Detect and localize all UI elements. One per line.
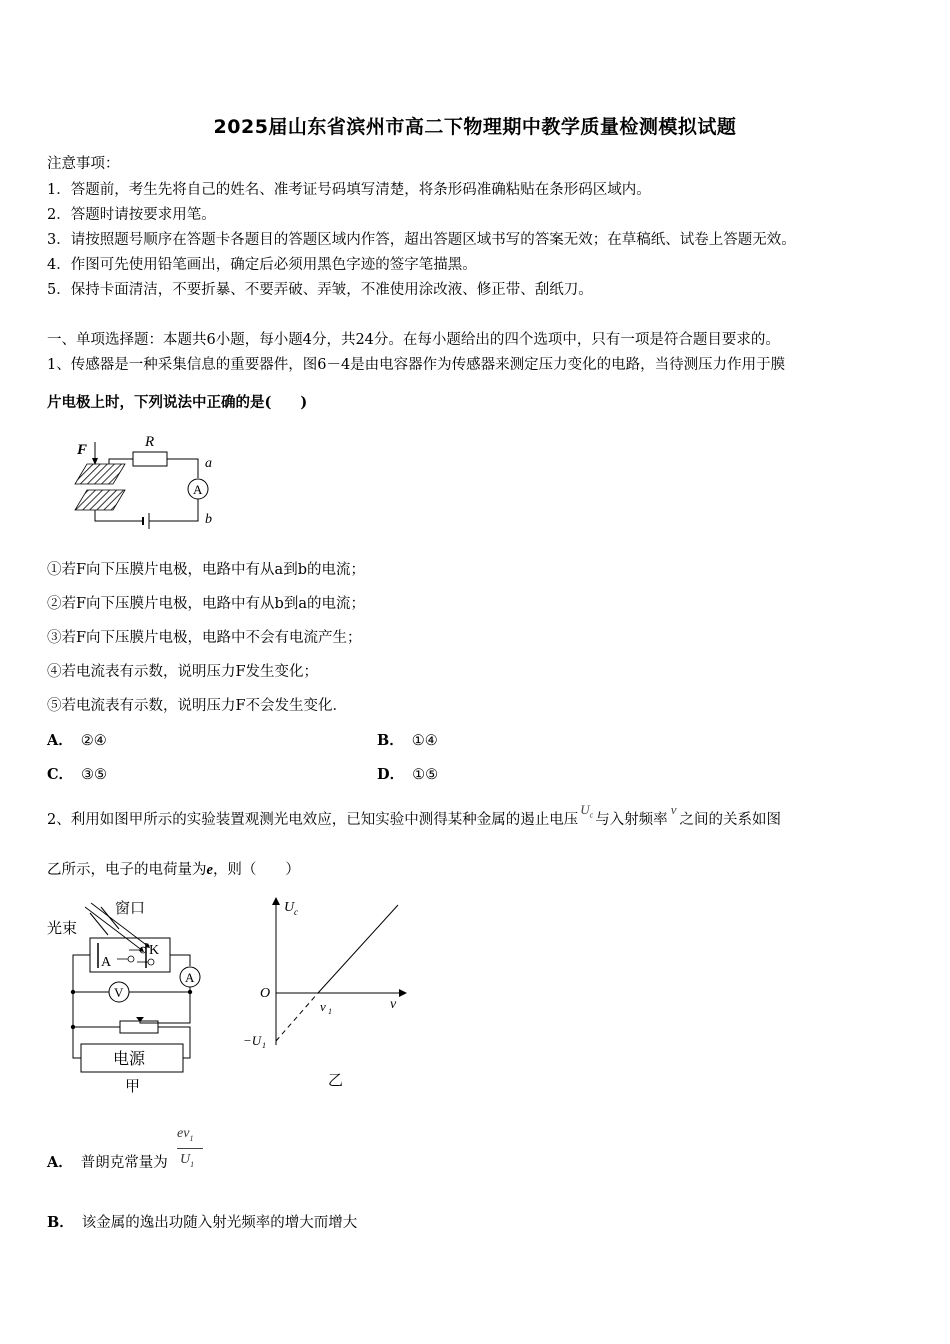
ammeter-label: A xyxy=(185,970,195,985)
anode-label: A xyxy=(101,955,112,970)
intercept-y-label: −U xyxy=(243,1033,262,1048)
notice-item: 4．作图可先使用铅笔画出，确定后必须用黑色字迹的签字笔描黑。 xyxy=(47,257,477,273)
ammeter-label: A xyxy=(193,482,203,497)
nu-symbol: ν xyxy=(670,802,677,817)
power-source-label: 电源 xyxy=(113,1051,146,1068)
notice-item: 1．答题前，考生先将自己的姓名、准考证号码填写清楚，将条形码准确粘贴在条形码区域内。 xyxy=(47,182,651,198)
q2-option-a: A． 普朗克常量为 xyxy=(47,1154,168,1171)
x-axis-label: ν xyxy=(390,997,397,1012)
figure-jia-caption: 甲 xyxy=(125,1079,141,1093)
q2-graph-figure xyxy=(238,893,408,1093)
page-title: 2025届山东省滨州市高二下物理期中教学质量检测模拟试题 xyxy=(213,116,737,138)
q1-statement: ⑤若电流表有示数，说明压力F不会发生变化． xyxy=(47,698,348,714)
q2-stem-line1: 2、利用如图甲所示的实验装置观测光电效应，已知实验中测得某种金属的遏止电压$U_c$ 与入射频率ν之间的关系如图 xyxy=(47,802,781,828)
q1-stem-line2: 片电极上时，下列说法中正确的是( ) xyxy=(47,394,308,411)
svg-text:1: 1 xyxy=(328,1007,332,1016)
upper-plate xyxy=(75,464,125,484)
y-axis-label: U xyxy=(284,900,295,915)
y-axis-arrow-icon xyxy=(272,897,280,905)
q1-circuit-figure xyxy=(65,428,235,533)
q1-option-a: A． ②④ xyxy=(47,732,107,749)
extrapolated-dashed-line xyxy=(276,993,318,1041)
figure-yi-caption: 乙 xyxy=(328,1073,344,1089)
force-label: F xyxy=(77,442,88,458)
q1-statement: ③若F向下压膜片电极，电路中不会有电流产生； xyxy=(47,630,362,646)
lower-plate xyxy=(75,490,125,510)
intercept-x-label: ν xyxy=(320,999,326,1014)
svg-text:c: c xyxy=(294,907,298,917)
light-beam-label: 光束 xyxy=(47,921,78,937)
q2-stem-line2: 乙所示，电子的电荷量为e，则（ ） xyxy=(47,862,300,878)
node-a-label: a xyxy=(205,456,212,471)
notice-item: 2．答题时请按要求用笔。 xyxy=(47,207,216,223)
notice-item: 3．请按照题号顺序在答题卡各题目的答题区域内作答，超出答题区域书写的答案无效；在草稿纸、试卷上答题无效。 xyxy=(47,232,796,248)
notice-heading: 注意事项： xyxy=(47,156,120,172)
q2-option-b: B． 该金属的逸出功随入射光频率的增大而增大 xyxy=(47,1214,358,1231)
q1-statement: ④若电流表有示数，说明压力F发生变化； xyxy=(47,664,319,680)
q1-option-d: D． ①⑤ xyxy=(377,766,439,783)
section-heading: 一、单项选择题：本题共6小题，每小题4分，共24分。在每小题给出的四个选项中，只有一项是符合题目要求的。 xyxy=(47,332,780,348)
fraction-numerator: $e\nu_1$ xyxy=(177,1126,194,1143)
q1-statement: ①若F向下压膜片电极，电路中有从a到b的电流； xyxy=(47,562,365,578)
notice-item: 5．保持卡面清洁，不要折暴、不要弄破、弄皱，不准使用涂改液、修正带、刮纸刀。 xyxy=(47,282,593,298)
origin-label: O xyxy=(260,986,271,1001)
uc-nu-line xyxy=(318,905,398,993)
q1-option-b: B． ①④ xyxy=(377,732,438,749)
q2-apparatus-figure xyxy=(45,893,220,1093)
q1-option-c: C． ③⑤ xyxy=(47,766,108,783)
uc-symbol: U xyxy=(580,802,590,817)
cathode-label: K xyxy=(149,943,160,958)
window-label: 窗口 xyxy=(115,901,146,917)
svg-text:1: 1 xyxy=(262,1041,266,1050)
node-b-label: b xyxy=(205,512,212,527)
q1-stem-line1: 1、传感器是一种采集信息的重要器件，图6－4是由电容器作为传感器来测定压力变化的电路，当待测压力作用于膜 xyxy=(47,357,786,373)
voltmeter-label: V xyxy=(114,985,124,1000)
x-axis-arrow-icon xyxy=(399,989,407,997)
q1-statement: ②若F向下压膜片电极，电路中有从b到a的电流； xyxy=(47,596,365,612)
resistor-label: R xyxy=(145,434,155,450)
fraction-denominator: $U_1$ xyxy=(180,1152,195,1169)
fraction-bar xyxy=(177,1148,203,1149)
resistor xyxy=(133,452,167,466)
